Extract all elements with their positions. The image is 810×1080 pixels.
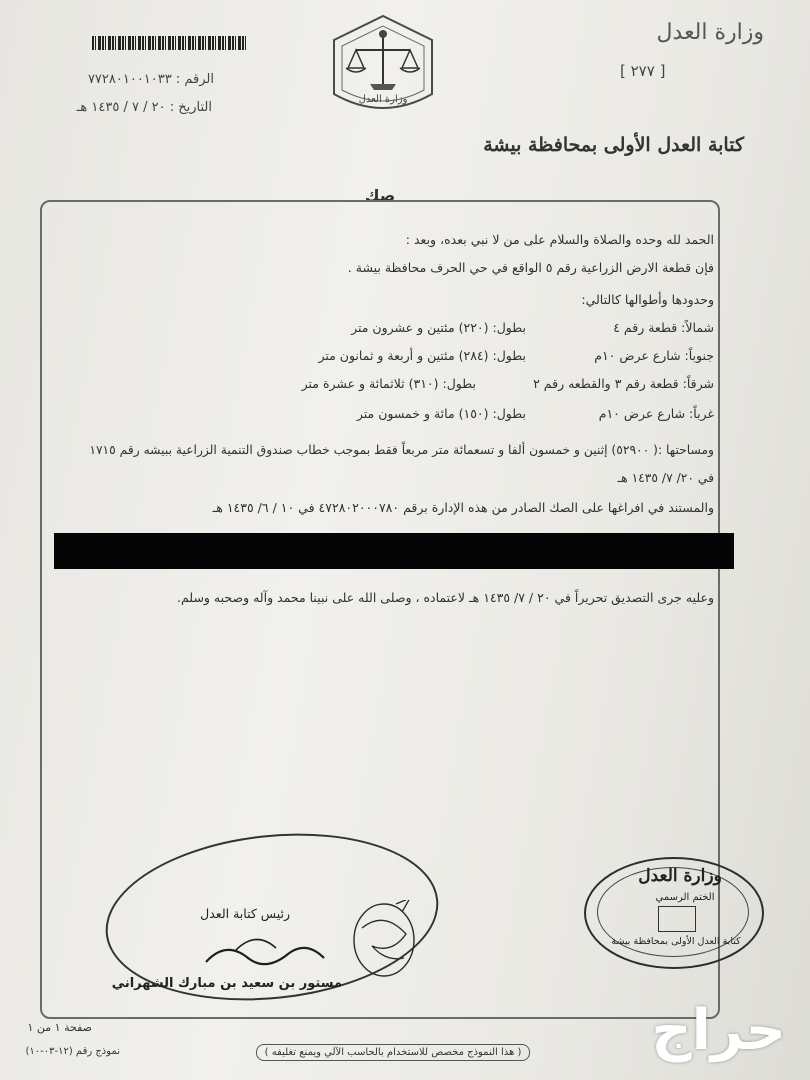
boundary-north-dir: شمالاً: قطعة رقم ٤ <box>613 320 714 335</box>
logo-caption: وزارة العدل <box>358 94 408 105</box>
form-number: نموذج رقم (١٢-٠٣-١٠) <box>25 1046 120 1057</box>
area-line <box>58 436 714 492</box>
intro-line: الحمد لله وحده والصلاة والسلام على من لا نبي بعده، وبعد : <box>405 232 714 247</box>
document-date: التاريخ : ٢٠ / ٧ / ١٤٣٥ هـ <box>76 100 212 115</box>
ministry-logo <box>330 10 436 122</box>
source-line: والمستند في افراغها على الصك الصادر من هذه الإدارة برقم ٤٧٢٨٠٢٠٠٠٧٨٠ في ١٠ / ٦/ ١٤٣٥ هـ <box>212 500 714 515</box>
justice-scale-icon <box>330 10 436 122</box>
stamp-court: كتابة العدل الأولى بمحافظة بيشة <box>611 936 741 947</box>
stamp-ministry: وزارة العدل <box>638 866 722 886</box>
boundary-south-dir: جنوباً: شارع عرض ١٠م <box>594 348 714 363</box>
property-line: فإن قطعة الارض الزراعية رقم ٥ الواقع في حي الحرف محافظة بيشة . <box>347 260 714 275</box>
haraj-watermark: حراج <box>651 998 786 1063</box>
signatory-name: مستور بن سعيد بن مبارك الشهراني <box>111 976 342 991</box>
redaction-bar <box>54 533 734 569</box>
boundary-east-len: بطول: (٣١٠) ثلاثمائة و عشرة متر <box>301 376 476 391</box>
bounds-intro: وحدودها وأطوالها كالتالي: <box>581 292 714 307</box>
stamp-seal-label: الختم الرسمي <box>655 892 715 903</box>
boundary-west-dir: غرباً: شارع عرض ١٠م <box>598 406 714 421</box>
signatory-role: رئيس كتابة العدل <box>200 906 290 921</box>
court-name: كتابة العدل الأولى بمحافظة بيشة <box>483 134 744 156</box>
ministry-name: وزارة العدل <box>656 20 764 45</box>
page-count: صفحة ١ من ١ <box>27 1021 92 1034</box>
boundary-east-dir: شرقاً: قطعة رقم ٣ والقطعه رقم ٢ <box>533 376 714 391</box>
form-notice: ( هذا النموذج مخصص للاستخدام بالحاسب الآلي ويمنع تغليفه ) <box>256 1044 530 1061</box>
stamp-emblem-icon <box>658 906 696 932</box>
closing-line: وعليه جرى التصديق تحريراً في ٢٠ / ٧/ ١٤٣٥ هـ لاعتماده ، وصلى الله على نبينا محمد وآله وصحبه وسلم. <box>177 590 714 605</box>
area-date: في ٢٠/ ٧/ ١٤٣٥ هـ <box>617 471 714 485</box>
area-text: ومساحتها :( ٥٢٩٠٠) إثنين و خمسون ألفا و تسعمائة متر مربعاً فقط بموجب خطاب صندوق التنمية الزراعية ببيشه رقم ١٧١٥ <box>89 443 714 457</box>
boundary-south-len: بطول: (٢٨٤) مئتين و أربعة و ثمانون متر <box>318 348 526 363</box>
document-number: الرقم : ٧٧٢٨٠١٠٠١٠٣٣ <box>87 72 214 87</box>
ministry-number: [ ٢٧٧ ] <box>620 62 666 80</box>
handwritten-signature <box>196 900 426 980</box>
document-title: صك <box>364 186 396 205</box>
barcode <box>92 36 248 50</box>
boundary-north-len: بطول: (٢٢٠) مئتين و عشرون متر <box>351 320 526 335</box>
boundary-west-len: بطول: (١٥٠) مائة و خمسون متر <box>356 406 526 421</box>
